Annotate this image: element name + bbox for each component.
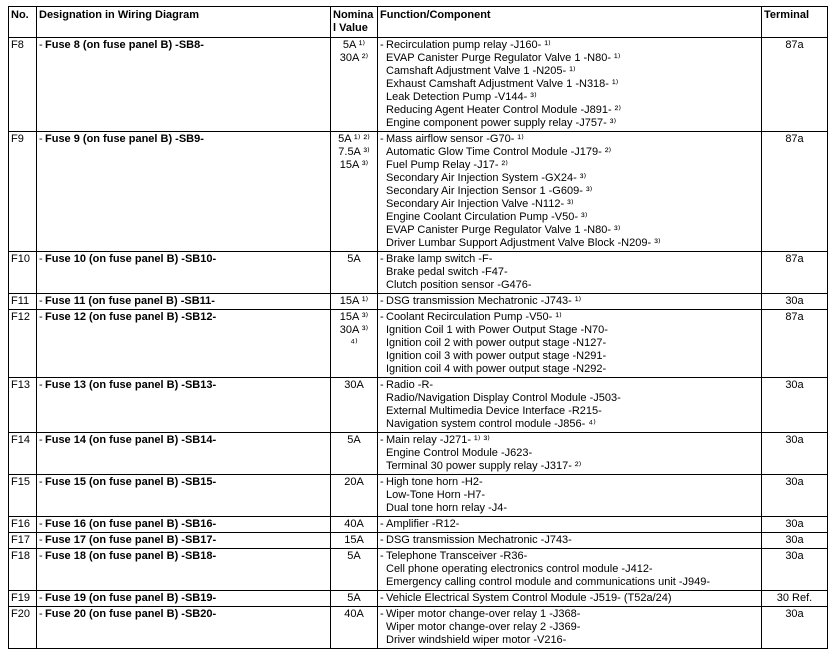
terminal-cell: 30a: [762, 378, 828, 433]
dash-marker: -: [39, 133, 43, 145]
terminal-cell: 87a: [762, 132, 828, 252]
function-wrap: [380, 592, 759, 605]
function-lines: [386, 253, 759, 292]
terminal-cell: 87a: [762, 252, 828, 294]
function-line: DSG transmission Mechatronic -J743-: [386, 534, 572, 546]
function-line: Low-Tone Horn -H7-: [386, 489, 486, 501]
function-line: Amplifier -R12-: [386, 518, 460, 530]
function-line: Main relay -J271- ¹⁾ ³⁾: [386, 434, 490, 446]
function-line: Vehicle Electrical System Control Module -J519- (T52a/24): [386, 592, 672, 604]
function-lines: [386, 295, 759, 308]
designation-cell: [37, 378, 331, 433]
fuse-no-cell: F12: [9, 310, 37, 378]
designation-text: Fuse 9 (on fuse panel B) -SB9-: [45, 133, 204, 145]
dash-marker: -: [39, 592, 43, 604]
designation-cell: [37, 132, 331, 252]
nominal-value-cell: [331, 433, 378, 475]
nominal-value-cell: [331, 252, 378, 294]
function-lines: [386, 311, 759, 376]
terminal-cell: 30a: [762, 549, 828, 591]
table-row: [9, 433, 828, 475]
function-lines: [386, 550, 759, 589]
column-header-terminal: Terminal: [762, 7, 828, 38]
function-line: High tone horn -H2-: [386, 476, 483, 488]
designation-text: Fuse 13 (on fuse panel B) -SB13-: [45, 379, 217, 391]
table-row: [9, 475, 828, 517]
function-wrap: [380, 518, 759, 531]
terminal-cell: 30a: [762, 533, 828, 549]
fuse-no-cell: F15: [9, 475, 37, 517]
dash-marker: -: [39, 534, 43, 546]
designation-cell: [37, 38, 331, 132]
fuse-table: [8, 6, 828, 649]
function-cell: [378, 607, 762, 649]
nominal-line: 7.5A ³⁾: [338, 146, 370, 158]
nominal-value-cell: [331, 591, 378, 607]
function-line: Reducing Agent Heater Control Module -J891- ²⁾: [386, 104, 622, 116]
function-lines: [386, 534, 759, 547]
column-header-nominal: Nominal Value: [331, 7, 378, 38]
dash-marker: -: [39, 608, 43, 620]
function-line: Telephone Transceiver -R36-: [386, 550, 528, 562]
table-row: [9, 517, 828, 533]
dash-marker: -: [380, 133, 384, 145]
function-line: Emergency calling control module and communications unit -J949-: [386, 576, 711, 588]
dash-marker: -: [380, 253, 384, 265]
function-wrap: [380, 476, 759, 515]
nominal-line: 15A ³⁾: [339, 159, 369, 171]
table-row: [9, 38, 828, 132]
function-lines: [386, 434, 759, 473]
designation-text: Fuse 12 (on fuse panel B) -SB12-: [45, 311, 217, 323]
terminal-cell: 30 Ref.: [762, 591, 828, 607]
function-cell: [378, 252, 762, 294]
terminal-cell: 30a: [762, 517, 828, 533]
designation-cell: [37, 607, 331, 649]
function-lines: [386, 39, 759, 130]
designation-cell: [37, 517, 331, 533]
nominal-line: 5A ¹⁾ ²⁾: [338, 133, 370, 145]
nominal-line: 40A: [344, 608, 364, 620]
dash-marker: -: [380, 311, 384, 323]
table-header-row: [9, 7, 828, 38]
function-wrap: [380, 434, 759, 473]
designation-cell: [37, 310, 331, 378]
fuse-no-cell: F8: [9, 38, 37, 132]
nominal-line: 30A ²⁾: [339, 52, 369, 64]
function-line: Radio/Navigation Display Control Module -J503-: [386, 392, 621, 404]
function-lines: [386, 518, 759, 531]
function-line: Coolant Recirculation Pump -V50- ¹⁾: [386, 311, 562, 323]
designation-text: Fuse 19 (on fuse panel B) -SB19-: [45, 592, 217, 604]
nominal-value-cell: [331, 310, 378, 378]
function-lines: [386, 476, 759, 515]
function-line: Ignition coil 3 with power output stage -N291-: [386, 350, 607, 362]
function-cell: [378, 433, 762, 475]
function-line: Ignition Coil 1 with Power Output Stage -N70-: [386, 324, 608, 336]
function-line: Engine Coolant Circulation Pump -V50- ³⁾: [386, 211, 588, 223]
function-line: DSG transmission Mechatronic -J743- ¹⁾: [386, 295, 582, 307]
nominal-line: 5A: [347, 434, 361, 446]
table-row: [9, 310, 828, 378]
function-lines: [386, 133, 759, 250]
nominal-line: 40A: [344, 518, 364, 530]
designation-cell: [37, 294, 331, 310]
function-line: Clutch position sensor -G476-: [386, 279, 532, 291]
function-line: Secondary Air Injection Sensor 1 -G609- ³⁾: [386, 185, 593, 197]
fuse-no-cell: F13: [9, 378, 37, 433]
table-row: [9, 294, 828, 310]
table-row: [9, 132, 828, 252]
function-line: Leak Detection Pump -V144- ³⁾: [386, 91, 537, 103]
nominal-line: 15A ¹⁾: [339, 295, 369, 307]
function-line: Ignition coil 2 with power output stage -N127-: [386, 337, 607, 349]
fuse-no-cell: F20: [9, 607, 37, 649]
function-line: Wiper motor change-over relay 2 -J369-: [386, 621, 581, 633]
function-line: Driver windshield wiper motor -V216-: [386, 634, 567, 646]
terminal-cell: 30a: [762, 433, 828, 475]
designation-text: Fuse 8 (on fuse panel B) -SB8-: [45, 39, 204, 51]
designation-text: Fuse 16 (on fuse panel B) -SB16-: [45, 518, 217, 530]
function-line: Navigation system control module -J856- ⁴⁾: [386, 418, 596, 430]
function-line: Terminal 30 power supply relay -J317- ²⁾: [386, 460, 582, 472]
function-wrap: [380, 379, 759, 431]
function-line: Secondary Air Injection Valve -N112- ³⁾: [386, 198, 574, 210]
function-line: Camshaft Adjustment Valve 1 -N205- ¹⁾: [386, 65, 576, 77]
dash-marker: -: [39, 550, 43, 562]
dash-marker: -: [380, 379, 384, 391]
function-cell: [378, 517, 762, 533]
function-line: Ignition coil 4 with power output stage -N292-: [386, 363, 607, 375]
designation-text: Fuse 11 (on fuse panel B) -SB11-: [45, 295, 215, 307]
terminal-cell: 87a: [762, 310, 828, 378]
nominal-value-cell: [331, 294, 378, 310]
dash-marker: -: [39, 476, 43, 488]
designation-text: Fuse 17 (on fuse panel B) -SB17-: [45, 534, 217, 546]
function-line: External Multimedia Device Interface -R215-: [386, 405, 602, 417]
function-line: Engine Control Module -J623-: [386, 447, 533, 459]
nominal-line: 30A: [344, 379, 364, 391]
table-row: [9, 591, 828, 607]
nominal-value-cell: [331, 475, 378, 517]
function-line: Engine component power supply relay -J757- ³⁾: [386, 117, 617, 129]
nominal-line: 5A: [347, 592, 361, 604]
column-header-function: Function/Component: [378, 7, 762, 38]
function-line: Wiper motor change-over relay 1 -J368-: [386, 608, 581, 620]
function-wrap: [380, 253, 759, 292]
table-row: [9, 378, 828, 433]
dash-marker: -: [39, 434, 43, 446]
terminal-cell: 30a: [762, 607, 828, 649]
function-cell: [378, 38, 762, 132]
nominal-value-cell: [331, 378, 378, 433]
nominal-line: ⁴⁾: [350, 337, 358, 349]
designation-text: Fuse 10 (on fuse panel B) -SB10-: [45, 253, 217, 265]
dash-marker: -: [380, 534, 384, 546]
nominal-value-cell: [331, 132, 378, 252]
function-line: Brake lamp switch -F-: [386, 253, 493, 265]
dash-marker: -: [380, 592, 384, 604]
function-line: Cell phone operating electronics control module -J412-: [386, 563, 653, 575]
table-row: [9, 252, 828, 294]
function-wrap: [380, 534, 759, 547]
terminal-cell: 30a: [762, 475, 828, 517]
dash-marker: -: [39, 518, 43, 530]
dash-marker: -: [39, 295, 43, 307]
terminal-cell: 87a: [762, 38, 828, 132]
function-line: Brake pedal switch -F47-: [386, 266, 508, 278]
designation-cell: [37, 433, 331, 475]
dash-marker: -: [380, 295, 384, 307]
designation-cell: [37, 252, 331, 294]
function-line: Driver Lumbar Support Adjustment Valve Block -N209- ³⁾: [386, 237, 661, 249]
function-wrap: [380, 133, 759, 250]
function-line: EVAP Canister Purge Regulator Valve 1 -N80- ³⁾: [386, 224, 621, 236]
function-lines: [386, 608, 759, 647]
dash-marker: -: [39, 39, 43, 51]
function-line: Fuel Pump Relay -J17- ²⁾: [386, 159, 508, 171]
nominal-line: 30A ³⁾: [339, 324, 369, 336]
fuse-no-cell: F18: [9, 549, 37, 591]
designation-cell: [37, 475, 331, 517]
fuse-no-cell: F16: [9, 517, 37, 533]
designation-cell: [37, 591, 331, 607]
function-wrap: [380, 295, 759, 308]
designation-text: Fuse 14 (on fuse panel B) -SB14-: [45, 434, 217, 446]
fuse-table-body: [9, 38, 828, 649]
function-line: Dual tone horn relay -J4-: [386, 502, 508, 514]
fuse-no-cell: F14: [9, 433, 37, 475]
function-line: Recirculation pump relay -J160- ¹⁾: [386, 39, 551, 51]
function-cell: [378, 310, 762, 378]
fuse-no-cell: F9: [9, 132, 37, 252]
function-line: Radio -R-: [386, 379, 434, 391]
table-row: [9, 607, 828, 649]
dash-marker: -: [380, 39, 384, 51]
function-wrap: [380, 608, 759, 647]
nominal-line: 15A ³⁾: [339, 311, 369, 323]
fuse-no-cell: F17: [9, 533, 37, 549]
designation-text: Fuse 18 (on fuse panel B) -SB18-: [45, 550, 217, 562]
function-cell: [378, 549, 762, 591]
table-row: [9, 533, 828, 549]
function-cell: [378, 132, 762, 252]
function-line: Secondary Air Injection System -GX24- ³⁾: [386, 172, 587, 184]
function-cell: [378, 591, 762, 607]
nominal-value-cell: [331, 607, 378, 649]
designation-text: Fuse 20 (on fuse panel B) -SB20-: [45, 608, 217, 620]
dash-marker: -: [380, 550, 384, 562]
dash-marker: -: [380, 476, 384, 488]
dash-marker: -: [380, 518, 384, 530]
column-header-no: No.: [9, 7, 37, 38]
nominal-line: 5A ¹⁾: [342, 39, 366, 51]
designation-cell: [37, 533, 331, 549]
terminal-cell: 30a: [762, 294, 828, 310]
nominal-value-cell: [331, 549, 378, 591]
function-line: Exhaust Camshaft Adjustment Valve 1 -N318- ¹⁾: [386, 78, 619, 90]
nominal-value-cell: [331, 517, 378, 533]
function-cell: [378, 294, 762, 310]
nominal-line: 20A: [344, 476, 364, 488]
dash-marker: -: [39, 253, 43, 265]
function-cell: [378, 475, 762, 517]
function-lines: [386, 379, 759, 431]
nominal-value-cell: [331, 533, 378, 549]
function-wrap: [380, 39, 759, 130]
dash-marker: -: [39, 311, 43, 323]
fuse-no-cell: F11: [9, 294, 37, 310]
function-wrap: [380, 311, 759, 376]
dash-marker: -: [39, 379, 43, 391]
table-row: [9, 549, 828, 591]
dash-marker: -: [380, 608, 384, 620]
function-cell: [378, 378, 762, 433]
fuse-no-cell: F10: [9, 252, 37, 294]
column-header-designation: Designation in Wiring Diagram: [37, 7, 331, 38]
fuse-no-cell: F19: [9, 591, 37, 607]
dash-marker: -: [380, 434, 384, 446]
function-line: Automatic Glow Time Control Module -J179- ²⁾: [386, 146, 612, 158]
function-cell: [378, 533, 762, 549]
function-line: Mass airflow sensor -G70- ¹⁾: [386, 133, 524, 145]
nominal-line: 5A: [347, 253, 361, 265]
function-wrap: [380, 550, 759, 589]
designation-cell: [37, 549, 331, 591]
function-line: EVAP Canister Purge Regulator Valve 1 -N80- ¹⁾: [386, 52, 621, 64]
nominal-line: 15A: [344, 534, 364, 546]
nominal-line: 5A: [347, 550, 361, 562]
designation-text: Fuse 15 (on fuse panel B) -SB15-: [45, 476, 217, 488]
function-lines: [386, 592, 759, 605]
nominal-value-cell: [331, 38, 378, 132]
